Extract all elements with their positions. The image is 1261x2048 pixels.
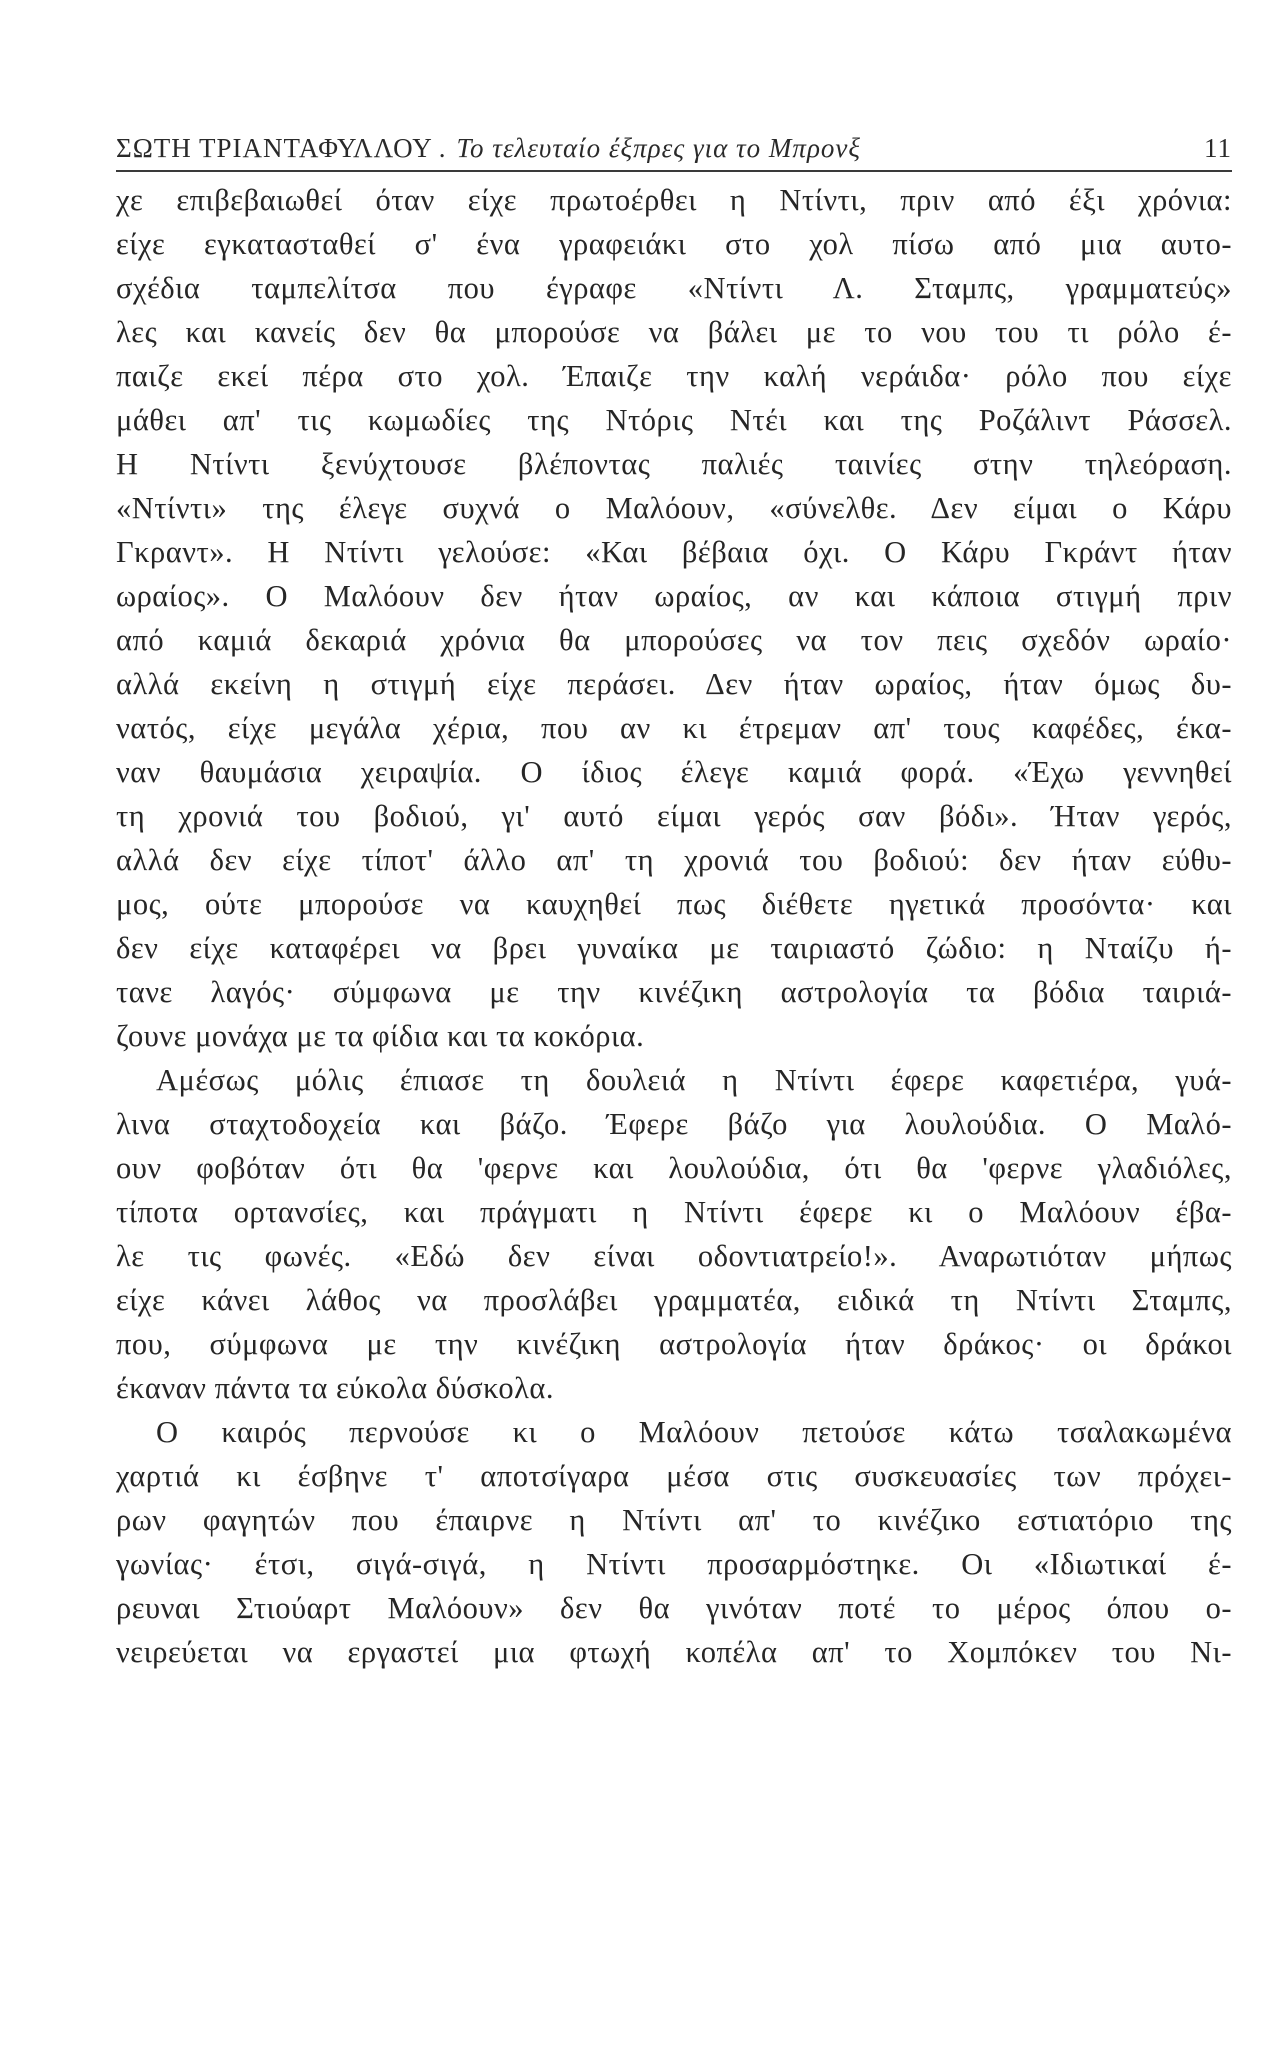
paragraph [116,1410,1232,1674]
text-line: μάθει απ' τις κωμωδίες της Ντόρις Ντέι και της Ροζάλιντ Ράσσελ. [116,403,1232,437]
text-line: χε επιβεβαιωθεί όταν είχε πρωτοέρθει η Ντίντι, πριν από έξι χρόνια: [116,183,1232,217]
text-line: τίποτα ορτανσίες, και πράγματι η Ντίντι έφερε κι ο Μαλόουν έβα- [116,1195,1232,1229]
paragraph [116,1058,1232,1410]
text-line: χαρτιά κι έσβηνε τ' αποτσίγαρα μέσα στις συσκευασίες των πρόχει- [116,1459,1232,1493]
text-line: μος, ούτε μπορούσε να καυχηθεί πως διέθετε ηγετικά προσόντα· και [116,887,1232,921]
text-line: «Ντίντι» της έλεγε συχνά ο Μαλόουν, «σύνελθε. Δεν είμαι ο Κάρυ [116,491,1232,525]
text-line: ζουνε μονάχα με τα φίδια και τα κοκόρια. [116,1019,645,1053]
text-line: από καμιά δεκαριά χρόνια θα μπορούσες να τον πεις σχεδόν ωραίο· [116,623,1232,657]
text-line: που, σύμφωνα με την κινέζικη αστρολογία ήταν δράκος· οι δράκοι [116,1327,1232,1361]
text-line: νειρεύεται να εργαστεί μια φτωχή κοπέλα απ' το Χομπόκεν του Νι- [116,1635,1232,1669]
text-line: ρευναι Στιούαρτ Μαλόουν» δεν θα γινόταν ποτέ το μέρος όπου ο- [116,1591,1232,1625]
text-line: ρων φαγητών που έπαιρνε η Ντίντι απ' το κινέζικο εστιατόριο της [116,1503,1232,1537]
paragraph [116,178,1232,1058]
text-line: νατός, είχε μεγάλα χέρια, που αν κι έτρεμαν απ' τους καφέδες, έκα- [116,711,1232,745]
body-text [116,178,1232,1674]
text-line: ουν φοβόταν ότι θα 'φερνε και λουλούδια, ότι θα 'φερνε γλαδιόλες, [116,1151,1232,1185]
text-line: παιζε εκεί πέρα στο χολ. Έπαιζε την καλή νεράιδα· ρόλο που είχε [116,359,1232,393]
text-line: τη χρονιά του βοδιού, γι' αυτό είμαι γερός σαν βόδι». Ήταν γερός, [116,799,1232,833]
running-header [116,128,1232,168]
text-line: Γκραντ». Η Ντίντι γελούσε: «Και βέβαια όχι. Ο Κάρυ Γκράντ ήταν [116,535,1232,569]
text-line: τανε λαγός· σύμφωνα με την κινέζικη αστρολογία τα βόδια ταιριά- [116,975,1232,1009]
text-line: λινα σταχτοδοχεία και βάζο. Έφερε βάζο για λουλούδια. Ο Μαλό- [116,1107,1232,1141]
text-line: γωνίας· έτσι, σιγά-σιγά, η Ντίντι προσαρμόστηκε. Οι «Ιδιωτικαί έ- [116,1547,1232,1581]
header-rule [116,170,1232,172]
text-line: είχε εγκατασταθεί σ' ένα γραφειάκι στο χολ πίσω από μια αυτο- [116,227,1232,261]
header-separator: . [438,133,447,163]
author-name: ΣΩΤΗ ΤΡΙΑΝΤΑΦΥΛΛΟΥ [116,133,433,163]
text-line: αλλά εκείνη η στιγμή είχε περάσει. Δεν ήταν ωραίος, ήταν όμως δυ- [116,667,1232,701]
text-line: σχέδια ταμπελίτσα που έγραφε «Ντίντι Λ. Σταμπς, γραμματεύς» [116,271,1232,305]
text-line: Η Ντίντι ξενύχτουσε βλέποντας παλιές ταινίες στην τηλεόραση. [116,447,1232,481]
text-line: είχε κάνει λάθος να προσλάβει γραμματέα, ειδικά τη Ντίντι Σταμπς, [116,1283,1232,1317]
text-line: δεν είχε καταφέρει να βρει γυναίκα με ταιριαστό ζώδιο: η Νταίζυ ή- [116,931,1232,965]
text-line: λε τις φωνές. «Εδώ δεν είναι οδοντιατρείο!». Αναρωτιόταν μήπως [116,1239,1232,1273]
text-line: Ο καιρός περνούσε κι ο Μαλόουν πετούσε κάτω τσαλακωμένα [156,1415,1232,1449]
text-line: ωραίος». Ο Μαλόουν δεν ήταν ωραίος, αν και κάποια στιγμή πριν [116,579,1232,613]
running-header-left [116,128,861,168]
book-title: Το τελευταίο έξπρες για το Μπρονξ [456,133,861,163]
text-line: αλλά δεν είχε τίποτ' άλλο απ' τη χρονιά του βοδιού: δεν ήταν εύθυ- [116,843,1232,877]
text-line: Αμέσως μόλις έπιασε τη δουλειά η Ντίντι έφερε καφετιέρα, γυά- [156,1063,1232,1097]
text-line: ναν θαυμάσια χειραψία. Ο ίδιος έλεγε καμιά φορά. «Έχω γεννηθεί [116,755,1232,789]
page-number: 11 [1204,133,1232,163]
text-line: λες και κανείς δεν θα μπορούσε να βάλει με το νου του τι ρόλο έ- [116,315,1232,349]
text-line: έκαναν πάντα τα εύκολα δύσκολα. [116,1371,554,1405]
